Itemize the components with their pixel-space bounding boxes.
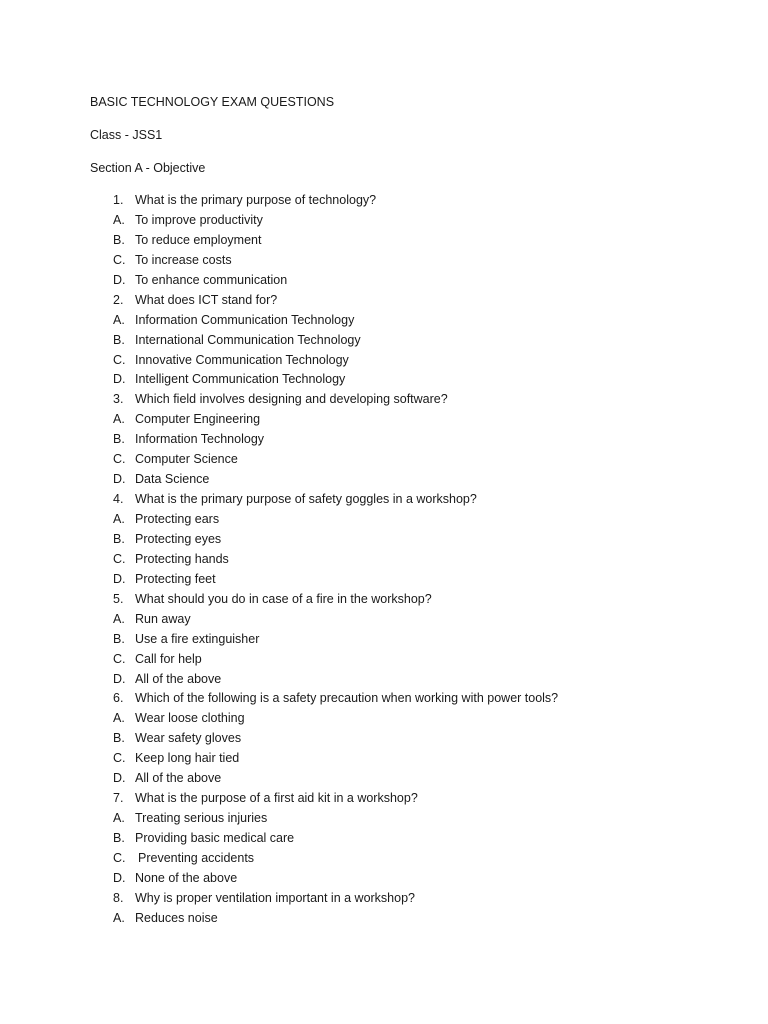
option-text: Keep long hair tied (135, 751, 240, 766)
option-text: Preventing accidents (138, 850, 255, 865)
question-number: 6. (113, 691, 124, 706)
section-heading: Section A - Objective (90, 161, 206, 175)
option-letter: A. (113, 312, 125, 327)
question-number: 1. (113, 193, 124, 207)
option-text: Data Science (135, 472, 210, 487)
option-text: Computer Engineering (135, 412, 261, 427)
option-letter: C. (113, 850, 126, 865)
option-text: Wear safety gloves (135, 731, 242, 746)
question-number: 2. (113, 292, 124, 307)
option-letter: D. (113, 771, 126, 786)
option-letter: B. (113, 531, 125, 546)
option-letter: B. (113, 831, 125, 845)
option-letter: B. (113, 631, 125, 646)
option-letter: A. (113, 910, 125, 925)
option-letter: D. (113, 372, 126, 387)
option-text: Information Communication Technology (135, 312, 355, 327)
option-letter: D. (113, 870, 126, 885)
option-text: International Communication Technology (135, 332, 361, 347)
question-text: What is the primary purpose of safety goggles in a workshop? (135, 492, 477, 507)
option-letter: C. (113, 551, 126, 566)
option-letter: A. (113, 412, 125, 427)
option-text: Protecting feet (135, 571, 216, 586)
question-number: 3. (113, 392, 124, 407)
option-text: To improve productivity (135, 212, 263, 227)
option-letter: C. (113, 452, 126, 467)
option-text: All of the above (135, 771, 222, 786)
question-text: What is the purpose of a first aid kit in a workshop? (135, 791, 418, 806)
option-text: Protecting hands (135, 551, 229, 566)
option-letter: B. (113, 332, 125, 347)
option-letter: A. (113, 512, 125, 526)
option-letter: A. (113, 212, 125, 227)
option-letter: A. (113, 711, 125, 726)
question-text: Which of the following is a safety precaution when working with power tools? (135, 691, 559, 706)
option-text: Information Technology (135, 432, 265, 447)
option-text: None of the above (135, 870, 238, 885)
option-text: Providing basic medical care (135, 831, 295, 845)
option-text: Innovative Communication Technology (135, 352, 349, 367)
question-number: 4. (113, 492, 124, 507)
option-letter: D. (113, 472, 126, 487)
option-letter: D. (113, 272, 126, 287)
question-number: 5. (113, 591, 124, 606)
question-number: 8. (113, 890, 124, 905)
option-letter: C. (113, 651, 126, 666)
option-text: Intelligent Communication Technology (135, 372, 346, 387)
option-letter: B. (113, 232, 125, 247)
option-text: Protecting eyes (135, 531, 222, 546)
option-letter: A. (113, 611, 125, 626)
question-text: What is the primary purpose of technology? (135, 193, 377, 207)
option-text: Protecting ears (135, 512, 220, 526)
option-text: Reduces noise (135, 910, 218, 925)
option-letter: C. (113, 352, 126, 367)
option-letter: C. (113, 252, 126, 267)
option-letter: D. (113, 571, 126, 586)
question-text: What should you do in case of a fire in the workshop? (135, 591, 432, 606)
question-number: 7. (113, 791, 124, 806)
question-text: What does ICT stand for? (135, 292, 278, 307)
option-letter: C. (113, 751, 126, 766)
option-letter: B. (113, 432, 125, 447)
option-letter: A. (113, 811, 125, 826)
option-text: To reduce employment (135, 232, 262, 247)
option-text: All of the above (135, 671, 222, 686)
class-line: Class - JSS1 (90, 128, 163, 142)
option-letter: D. (113, 671, 126, 686)
document-title: BASIC TECHNOLOGY EXAM QUESTIONS (90, 95, 335, 109)
option-text: Run away (135, 611, 191, 626)
option-text: To increase costs (135, 252, 232, 267)
question-text: Which field involves designing and developing software? (135, 392, 448, 407)
option-text: Use a fire extinguisher (135, 631, 260, 646)
option-text: Call for help (135, 651, 202, 666)
option-letter: B. (113, 731, 125, 746)
option-text: To enhance communication (135, 272, 288, 287)
option-text: Treating serious injuries (135, 811, 268, 826)
option-text: Wear loose clothing (135, 711, 245, 726)
option-text: Computer Science (135, 452, 238, 467)
question-text: Why is proper ventilation important in a workshop? (135, 890, 415, 905)
